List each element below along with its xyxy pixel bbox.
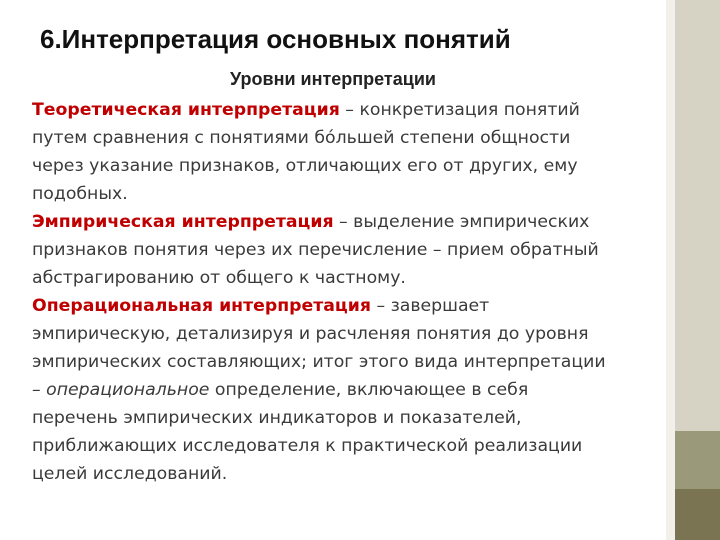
empirical-line-2: признаков понятия через их перечисление – прием обратный (32, 240, 599, 260)
theoretical-text: – конкретизация понятий (339, 100, 580, 120)
operational-line-1 (32, 292, 672, 320)
slide-title: 6.Интерпретация основных понятий (40, 24, 511, 54)
operational-text: – завершает (370, 296, 490, 316)
sidebar-accent-block (675, 431, 720, 489)
decorative-sidebar (666, 0, 720, 540)
term-empirical: Эмпирическая интерпретация (32, 212, 334, 232)
operational-line-2: эмпирическую, детализируя и расчленяя понятия до уровня (32, 324, 589, 344)
operational-line-7: целей исследований. (32, 464, 228, 484)
sidebar-dark-block (675, 489, 720, 540)
slide-body (32, 96, 672, 488)
empirical-line-3: абстрагированию от общего к частному. (32, 268, 406, 288)
theoretical-line-3: через указание признаков, отличающих его от других, ему (32, 156, 578, 176)
term-operational: Операциональная интерпретация (32, 296, 371, 316)
theoretical-line-2: путем сравнения с понятиями бóльшей степени общности (32, 128, 571, 148)
italic-term-operational: операциональное (46, 380, 210, 400)
operational-line-3: эмпирических составляющих; итог этого вида интерпретации (32, 352, 606, 372)
theoretical-line-1 (32, 96, 672, 124)
operational-definition-text: определение, включающее в себя (209, 380, 529, 400)
empirical-line-1 (32, 208, 672, 236)
operational-dash: – (32, 380, 47, 400)
operational-line-6: приближающих исследователя к практической реализации (32, 436, 583, 456)
operational-line-5: перечень эмпирических индикаторов и показателей, (32, 408, 522, 428)
slide-subtitle: Уровни интерпретации (230, 69, 436, 89)
operational-line-4 (32, 376, 672, 404)
term-theoretical: Теоретическая интерпретация (32, 100, 340, 120)
empirical-text: – выделение эмпирических (333, 212, 590, 232)
theoretical-line-4: подобных. (32, 184, 128, 204)
